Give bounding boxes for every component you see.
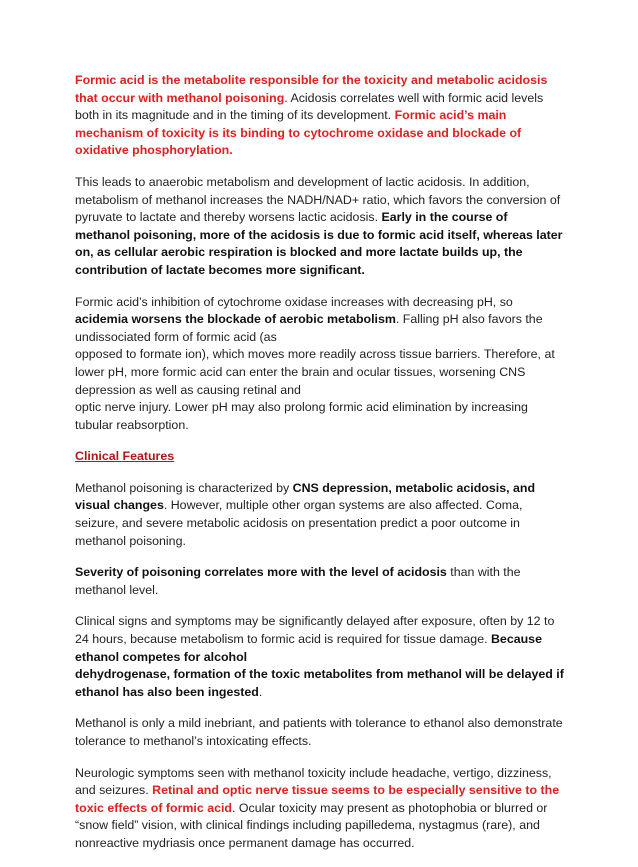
- line-dehydrogenase: [75, 666, 565, 701]
- text-ocular-toxicity: . Ocular toxicity may present as photophobia or blurred or “snow field” vision, with clinical findings including papilledema, nystagmus (rare), and nonreactive mydriasis once permanent damage has occurred.: [75, 800, 548, 850]
- paragraph-ph-effects: [75, 294, 565, 435]
- paragraph-inebriant: [75, 715, 565, 750]
- text-formate-ion: opposed to formate ion), which moves more readily across tissue barriers. Therefore, at lower pH, more formic acid can enter the brain and ocular tissues, worsening CNS depression as well as causing retinal and: [75, 347, 555, 397]
- bold-course-of-poisoning: Early in the course of methanol poisoning, more of the acidosis is due to formic acid itself, whereas later on, as cellular aerobic respiration is blocked and more lactate builds up, the contribution of lactate becomes more significant.: [75, 210, 563, 277]
- paragraph-severity: [75, 564, 565, 599]
- paragraph-formic-acid-toxicity: [75, 72, 565, 160]
- section-heading-clinical-features: Clinical Features: [75, 449, 175, 464]
- highlight-formic-acid-metabolite: Formic acid is the metabolite responsible for the toxicity and metabolic acidosis that occur with methanol poisoning: [75, 73, 548, 105]
- text-acidosis-correlation: . Acidosis correlates well with formic acid levels both in its magnitude and in the timing of its development.: [75, 90, 544, 123]
- bold-acidemia-worsens: acidemia worsens the blockade of aerobic metabolism: [75, 312, 396, 327]
- text-cytochrome-inhibition: Formic acid’s inhibition of cytochrome oxidase increases with decreasing pH, so: [75, 294, 513, 309]
- text-period: .: [258, 684, 263, 699]
- bold-dehydrogenase: dehydrogenase, formation of the toxic metabolites from methanol will be delayed if ethanol has also been ingested: [75, 667, 564, 699]
- text-methanol-level: than with the methanol level.: [75, 565, 521, 597]
- paragraph-characterization: [75, 480, 565, 550]
- paragraph-neurologic-symptoms: [75, 765, 565, 853]
- bold-cns-depression: CNS depression, metabolic acidosis, and visual changes: [75, 480, 536, 513]
- bold-ethanol-competes: Because ethanol competes for alcohol: [75, 632, 542, 664]
- highlight-retinal-sensitivity: Retinal and optic nerve tissue seems to be especially sensitive to the toxic effects of formic acid: [75, 783, 560, 815]
- paragraph-lactic-acidosis: [75, 174, 565, 280]
- paragraph-delayed-symptoms: [75, 613, 565, 701]
- text-anaerobic-metabolism: This leads to anaerobic metabolism and development of lactic acidosis. In addition, metabolism of methanol increases the NADH/NAD+ ratio, which favors the conversion of pyruvate to lactate and thereby worsens lactic acidosis.: [75, 174, 561, 225]
- text-falling-ph: . Falling pH also favors the undissociated form of formic acid (as: [75, 312, 543, 344]
- highlight-mechanism-of-toxicity: Formic acid’s main mechanism of toxicity is its binding to cytochrome oxidase and blockade of oxidative phosphorylation.: [75, 108, 522, 158]
- document-page: [75, 72, 565, 867]
- text-neurologic-symptoms: Neurologic symptoms seen with methanol toxicity include headache, vertigo, dizziness, and seizures.: [75, 765, 552, 798]
- text-characterized-by: Methanol poisoning is characterized by: [75, 480, 293, 495]
- text-optic-nerve-injury: optic nerve injury. Lower pH may also prolong formic acid elimination by increasing tubular reabsorption.: [75, 400, 528, 432]
- bold-severity-correlates: Severity of poisoning correlates more with the level of acidosis: [75, 565, 447, 580]
- text-mild-inebriant: Methanol is only a mild inebriant, and patients with tolerance to ethanol also demonstrate tolerance to methanol’s intoxicating effects.: [75, 716, 563, 748]
- text-organ-systems: . However, multiple other organ systems are also affected. Coma, seizure, and severe metabolic acidosis on presentation predict a poor outcome in methanol poisoning.: [75, 498, 523, 548]
- text-signs-delayed: Clinical signs and symptoms may be significantly delayed after exposure, often by 12 to 24 hours, because metabolism to formic acid is required for tissue damage.: [75, 614, 555, 647]
